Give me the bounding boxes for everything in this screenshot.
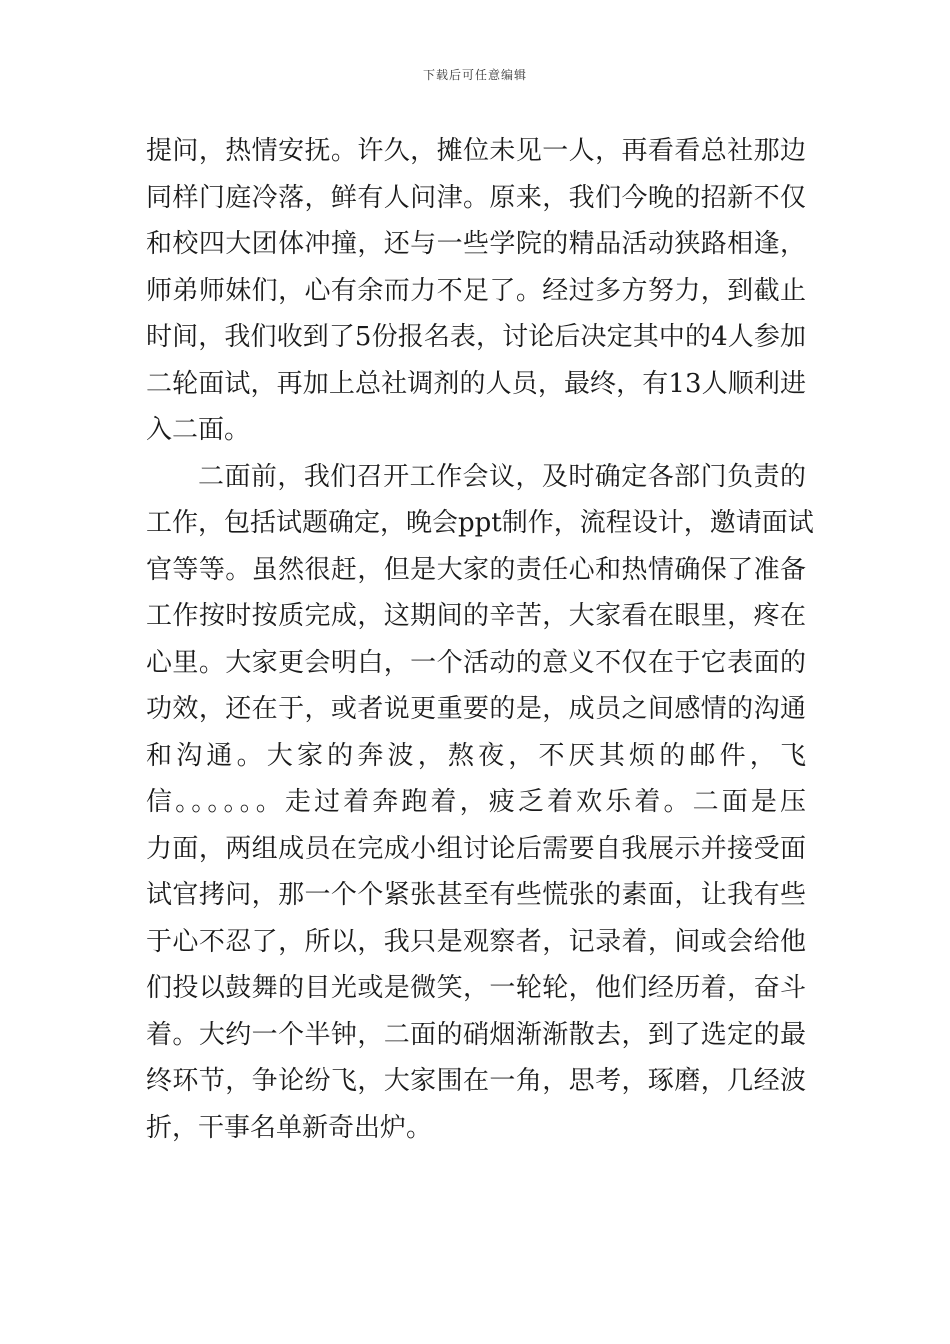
text-line: 和校四大团体冲撞，还与一些学院的精品活动狭路相逢，	[146, 229, 806, 259]
text-line: 同样门庭冷落，鲜有人问津。原来，我们今晚的招新不仅	[146, 182, 806, 213]
paragraph	[146, 128, 806, 454]
text-line: 信。。。。。。走过着奔跑着，疲乏着欢乐着。二面是压	[146, 787, 806, 817]
text-line: 于心不忍了，所以，我只是观察者，记录着，间或会给他	[146, 926, 806, 957]
text-line: 提问，热情安抚。许久，摊位未见一人，再看看总社那边	[146, 136, 806, 166]
text-line: 终环节，争论纷飞，大家围在一角，思考，琢磨，几经波	[146, 1066, 806, 1096]
paragraph	[146, 454, 814, 1152]
text-line: 时间，我们收到了5份报名表，讨论后决定其中的4人参加	[146, 322, 806, 352]
text-line: 力面，两组成员在完成小组讨论后需要自我展示并接受面	[146, 833, 806, 864]
text-line: 试官拷问，那一个个紧张甚至有些慌张的素面，让我有些	[146, 880, 806, 910]
text-line: 官等等。虽然很赶，但是大家的责任心和热情确保了准备	[146, 554, 806, 585]
text-line: 和沟通。大家的奔波，熬夜，不厌其烦的邮件，飞	[146, 740, 806, 771]
text-line: 二轮面试，再加上总社调剂的人员，最终，有13人顺利进	[146, 368, 806, 399]
text-line: 工作，包括试题确定，晚会ppt制作，流程设计，邀请面试	[146, 508, 814, 538]
text-line: 们投以鼓舞的目光或是微笑，一轮轮，他们经历着，奋斗	[146, 973, 806, 1003]
page-header-note: 下载后可任意编辑	[422, 68, 527, 82]
text-line: 入二面。	[146, 415, 251, 445]
text-line: 师弟师妹们，心有余而力不足了。经过多方努力，到截止	[146, 275, 806, 306]
text-line: 折，干事名单新奇出炉。	[146, 1112, 433, 1143]
text-line: 二面前，我们召开工作会议，及时确定各部门负责的	[198, 461, 806, 492]
text-line: 工作按时按质完成，这期间的辛苦，大家看在眼里，疼在	[146, 601, 806, 631]
document-body	[146, 128, 814, 1151]
text-line: 心里。大家更会明白，一个活动的意义不仅在于它表面的	[146, 647, 806, 678]
text-line: 功效，还在于，或者说更重要的是，成员之间感情的沟通	[146, 694, 806, 724]
text-line: 着。大约一个半钟，二面的硝烟渐渐散去，到了选定的最	[146, 1019, 806, 1050]
